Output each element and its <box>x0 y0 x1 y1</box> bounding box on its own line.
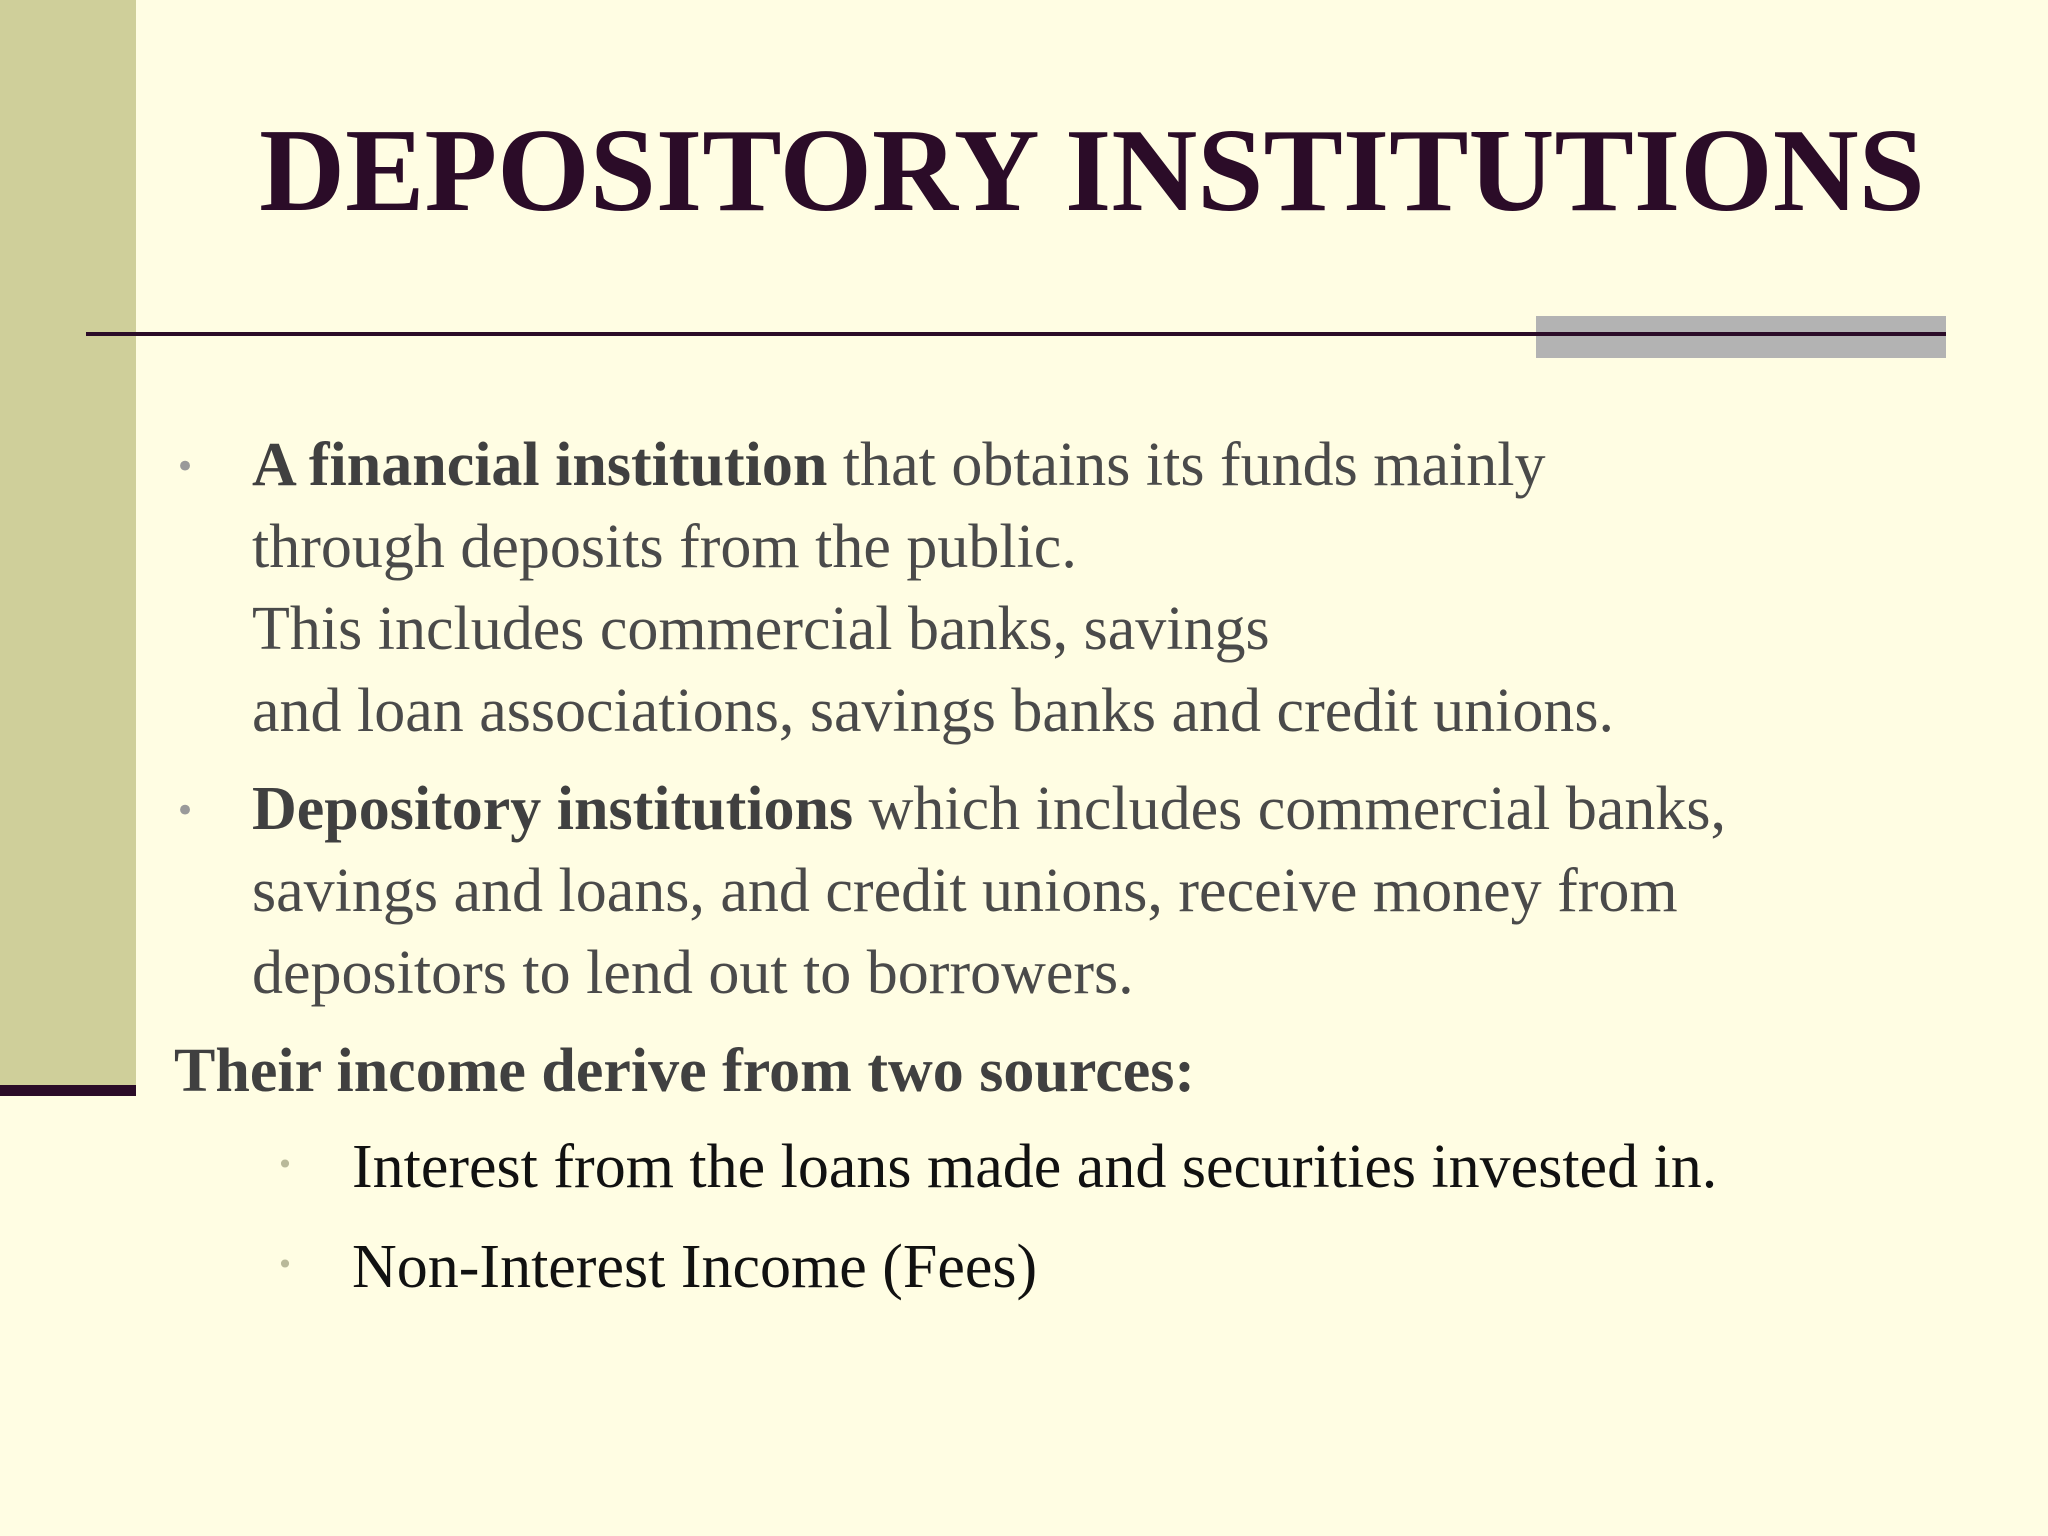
income-heading: Their income derive from two sources: <box>174 1037 1196 1105</box>
sub-bullet-text: Interest from the loans made and securities invested in. <box>352 1133 1718 1201</box>
bullet-line: and loan associations, savings banks and credit unions. <box>252 677 1615 745</box>
bullet-text <box>252 768 1952 1014</box>
bullet-line <box>252 768 1952 850</box>
bullet-text <box>252 424 1952 752</box>
sub-bullet-icon: • <box>276 1248 294 1281</box>
bullet-line: depositors to lend out to borrowers. <box>252 939 1134 1007</box>
slide-title: DEPOSITORY INSTITUTIONS <box>259 104 1925 236</box>
bullet-line: through deposits from the public. <box>252 513 1077 581</box>
bullet-line: This includes commercial banks, savings <box>252 595 1270 663</box>
sub-bullet-icon: • <box>276 1148 294 1181</box>
bullet-line-rest: that obtains its funds mainly <box>827 431 1546 499</box>
bullet-icon: • <box>174 791 196 831</box>
sub-bullet-text: Non-Interest Income (Fees) <box>352 1233 1038 1301</box>
bullet-line: savings and loans, and credit unions, receive money from <box>252 857 1678 925</box>
bullet-line-rest: which includes commercial banks, <box>853 775 1727 843</box>
bullet-bold-term: A financial institution <box>252 431 828 499</box>
bullet-icon: • <box>174 447 196 487</box>
bullet-line <box>252 424 1952 506</box>
bullet-bold-term: Depository institutions <box>252 775 854 843</box>
